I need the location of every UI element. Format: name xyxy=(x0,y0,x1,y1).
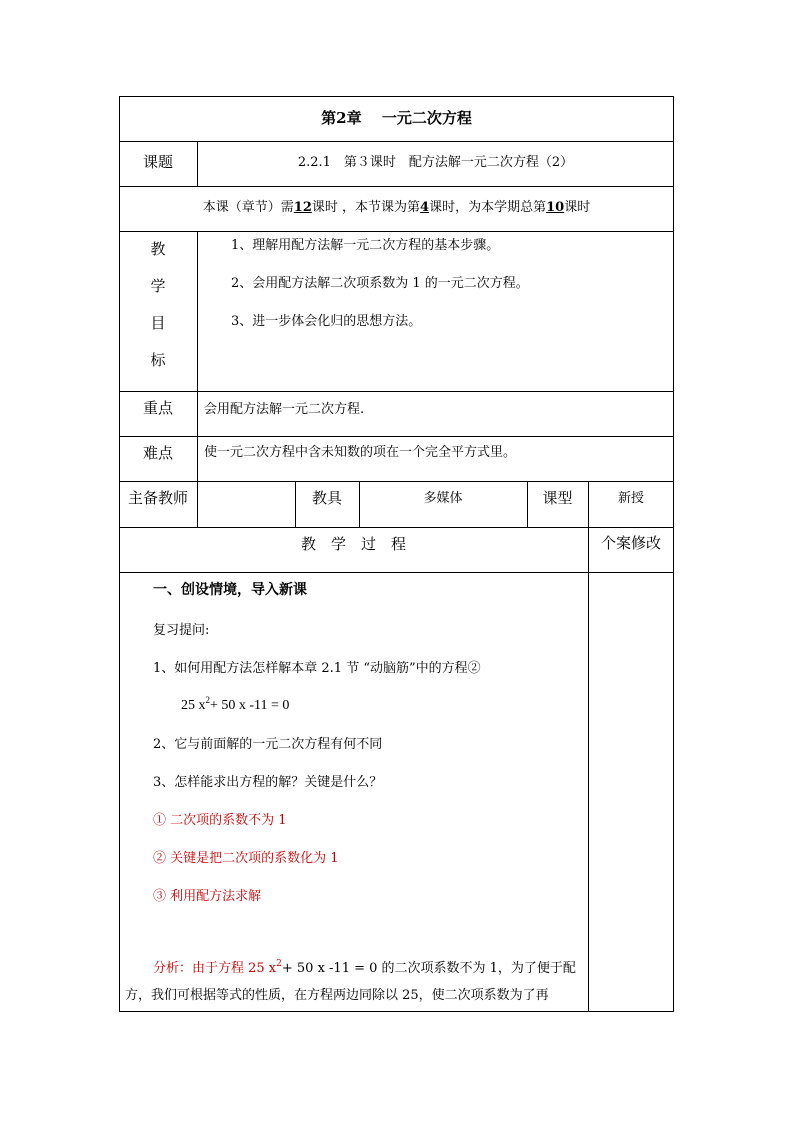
row-divider xyxy=(119,436,674,437)
difficulty-value: 使一元二次方程中含未知数的项在一个完全平方式里。 xyxy=(204,445,517,460)
hours-line xyxy=(119,201,674,214)
hours-term: 10 xyxy=(546,200,565,215)
hours-text: 课时，为本学期总第 xyxy=(429,200,547,215)
lesson-plan-table xyxy=(119,96,674,1012)
col-divider xyxy=(197,231,198,527)
row-divider xyxy=(119,231,674,232)
equation xyxy=(181,695,290,713)
analysis-line: 方，我们可根据等式的性质，在方程两边同除以 25，使二次项系数为了再 xyxy=(125,988,549,1003)
table-border-right xyxy=(673,96,674,1012)
col-divider xyxy=(588,481,589,1012)
objectives-label-char: 学 xyxy=(150,277,166,295)
analysis-line xyxy=(153,959,576,976)
answer-item: ③ 利用配方法求解 xyxy=(153,889,262,904)
question-3: 3、怎样能求出方程的解？关键是什么？ xyxy=(153,775,383,790)
objective-item: 1、理解用配方法解一元二次方程的基本步骤。 xyxy=(231,238,500,253)
objectives-label xyxy=(119,238,197,386)
key-point-value: 会用配方法解一元二次方程. xyxy=(204,402,365,417)
answer-item: ① 二次项的系数不为 1 xyxy=(153,813,287,828)
topic-value: 2.2.1 第３课时 配方法解一元二次方程（2） xyxy=(297,155,574,170)
difficulty-label: 难点 xyxy=(142,444,173,462)
revise-header: 个案修改 xyxy=(600,534,661,552)
review-label: 复习提问: xyxy=(153,623,210,638)
row-divider xyxy=(119,481,674,482)
equation-part: + 50 x -11 = 0 xyxy=(210,698,290,713)
row-divider xyxy=(119,527,674,528)
type-label: 课型 xyxy=(542,489,573,507)
hours-current: 4 xyxy=(420,200,430,215)
table-border-bottom xyxy=(119,1011,674,1012)
chapter-title: 第2章 一元二次方程 xyxy=(321,109,472,127)
section-title: 一、创设情境，导入新课 xyxy=(153,582,307,598)
objectives-label-char: 标 xyxy=(150,351,166,369)
row-divider xyxy=(119,141,674,142)
objectives-label-char: 目 xyxy=(150,314,166,332)
objective-item: 2、会用配方法解二次项系数为 1 的一元二次方程。 xyxy=(231,276,529,291)
row-divider xyxy=(119,391,674,392)
hours-text: 课时 ，本节课为第 xyxy=(311,200,421,215)
analysis-text: 分析：由于方程 25 x xyxy=(153,961,277,976)
superscript-2: 2 xyxy=(205,695,210,705)
answer-item: ② 关键是把二次项的系数化为 1 xyxy=(153,851,339,866)
row-divider xyxy=(119,186,674,187)
table-border-top xyxy=(119,96,674,97)
equation-part: 25 x xyxy=(181,698,206,713)
row-divider xyxy=(119,572,674,573)
tools-value: 多媒体 xyxy=(423,491,463,506)
table-border-left xyxy=(119,96,120,1012)
type-value: 新授 xyxy=(617,491,644,506)
objective-item: 3、进一步体会化归的思想方法。 xyxy=(231,314,422,329)
analysis-text: + 50 x -11 = 0 的二次项系数不为 1，为了便于配 xyxy=(281,961,576,976)
key-point-label: 重点 xyxy=(142,399,173,417)
tools-label: 教具 xyxy=(311,489,342,507)
hours-total: 12 xyxy=(293,200,312,215)
topic-label: 课题 xyxy=(142,153,173,171)
question-2: 2、它与前面解的一元二次方程有何不同 xyxy=(153,737,383,752)
process-header: 教 学 过 程 xyxy=(300,535,406,553)
hours-text: 本课（章节）需 xyxy=(202,200,294,215)
hours-text: 课时 xyxy=(564,200,591,215)
question-1: 1、如何用配方法怎样解本章 2.1 节 “动脑筋”中的方程② xyxy=(153,661,481,676)
teacher-label: 主备教师 xyxy=(127,489,188,507)
objectives-label-char: 教 xyxy=(150,240,166,258)
superscript-2: 2 xyxy=(276,959,282,969)
